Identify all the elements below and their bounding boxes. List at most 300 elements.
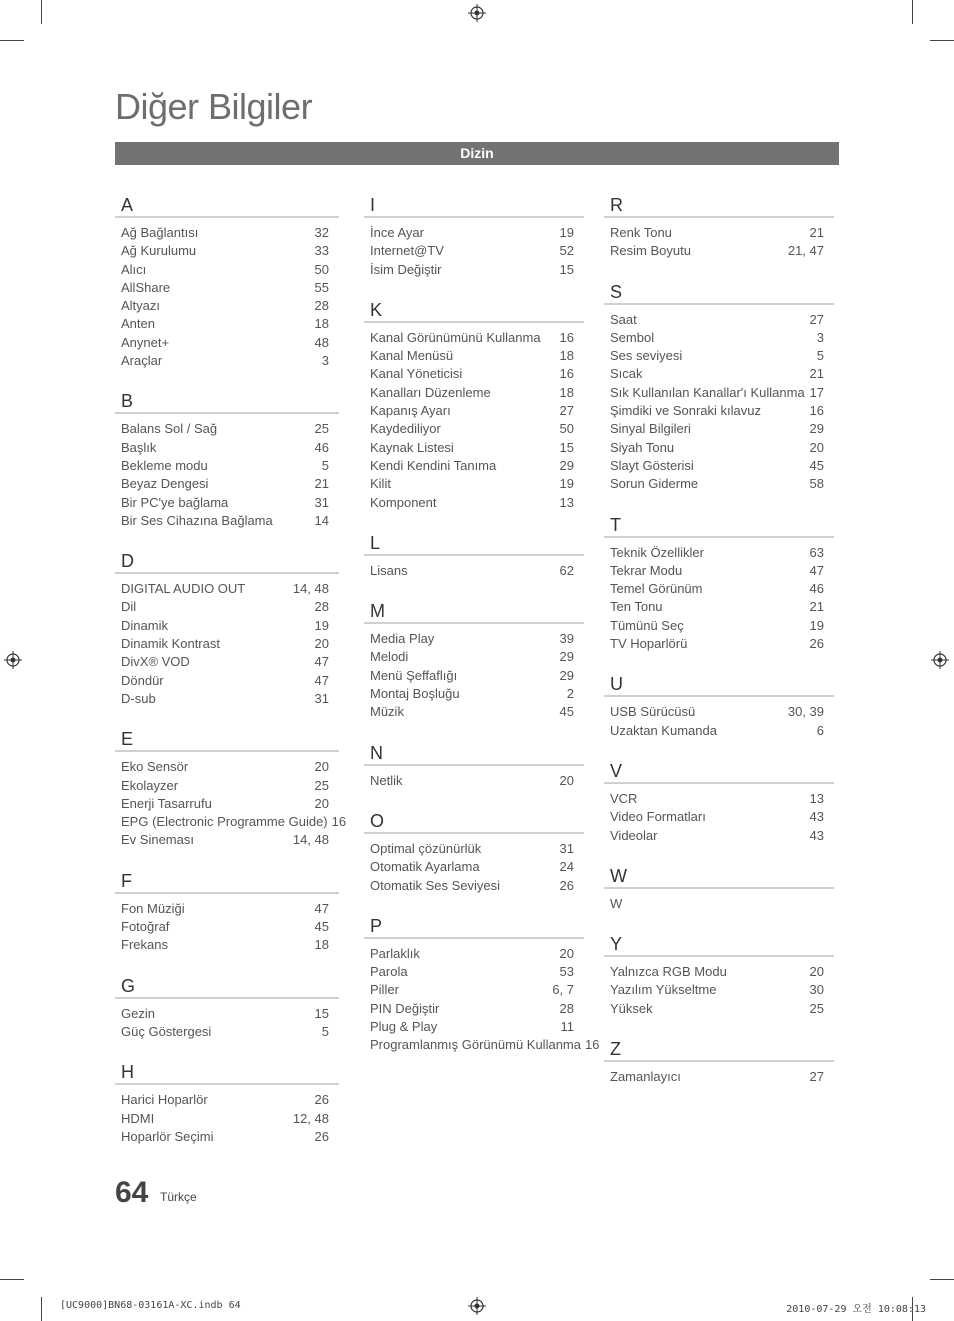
entry-term: Döndür: [121, 672, 164, 688]
index-entry: [604, 384, 834, 402]
index-entry: [115, 635, 339, 653]
entry-term: Kaynak Listesi: [370, 439, 454, 455]
entry-term: Kanalları Düzenleme: [370, 384, 491, 400]
entry-term: Güç Göstergesi: [121, 1023, 212, 1039]
index-entry: [115, 900, 339, 918]
index-entry: [364, 877, 584, 895]
index-entry: [364, 858, 584, 876]
index-letter: W: [604, 865, 834, 889]
index-entry: [604, 827, 834, 845]
entry-term: Sorun Giderme: [610, 476, 699, 492]
index-entry: [115, 936, 339, 954]
entry-term: Fon Müziği: [121, 900, 185, 916]
index-entry: [364, 772, 584, 790]
entry-term: Fotoğraf: [121, 919, 170, 935]
entry-page: 11: [560, 1019, 574, 1035]
entry-page: 48: [314, 334, 329, 350]
print-slug-right: 2010-07-29 오전 10:08:13: [786, 1304, 926, 1315]
index-entry: [115, 279, 339, 297]
index-section: [115, 550, 339, 708]
entry-page: 25: [314, 777, 329, 793]
entry-term: Bekleme modu: [121, 457, 208, 473]
entry-page: 5: [816, 348, 824, 364]
entry-page: 28: [314, 599, 329, 615]
index-entry: [115, 1005, 339, 1023]
index-entry: [364, 402, 584, 420]
entry-term: Teknik Özellikler: [610, 544, 704, 560]
index-entry: [115, 617, 339, 635]
index-letter: M: [364, 600, 584, 624]
entry-page: 45: [559, 704, 574, 720]
entry-page: 15: [559, 439, 574, 455]
section-gap: [364, 895, 584, 915]
entry-page: 50: [314, 261, 329, 277]
entry-page: 3: [321, 353, 329, 369]
index-entry: [364, 1036, 600, 1054]
crop-mark: [41, 1297, 42, 1321]
index-entry: [364, 562, 584, 580]
index-entry: [115, 261, 339, 279]
entry-term: Resim Boyutu: [610, 243, 691, 259]
index-entry: [604, 895, 834, 913]
entry-term: Video Formatları: [610, 809, 706, 825]
entry-page: 52: [559, 243, 574, 259]
entry-page: 46: [314, 439, 329, 455]
index-section: [364, 532, 584, 580]
section-gap: [364, 722, 584, 742]
index-column-2: [364, 194, 600, 1055]
crop-mark: [912, 0, 913, 24]
index-section: [604, 514, 834, 654]
entry-page: 30, 39: [787, 704, 824, 720]
entry-page: 39: [559, 631, 574, 647]
index-entry: [364, 840, 584, 858]
entry-term: Siyah Tonu: [610, 439, 675, 455]
index-entry: [604, 475, 834, 493]
entry-term: Parlaklık: [370, 945, 420, 961]
index-letter: K: [364, 299, 584, 323]
entry-page: 18: [559, 348, 574, 364]
entry-term: Enerji Tasarrufu: [121, 795, 212, 811]
entry-term: Otomatik Ses Seviyesi: [370, 877, 501, 893]
entry-term: Tekrar Modu: [610, 562, 683, 578]
entry-term: USB Sürücüsü: [610, 704, 696, 720]
index-entry: [364, 981, 584, 999]
entry-page: 2: [566, 686, 574, 702]
entry-page: 29: [809, 421, 824, 437]
entry-term: Şimdiki ve Sonraki kılavuz: [610, 403, 761, 419]
index-entry: [364, 630, 584, 648]
section-gap: [604, 653, 834, 673]
entry-page: 26: [314, 1128, 329, 1144]
entry-page: 18: [314, 937, 329, 953]
crop-mark: [930, 1279, 954, 1280]
entry-term: Montaj Boşluğu: [370, 686, 460, 702]
index-entry: [604, 635, 834, 653]
entry-term: Internet@TV: [370, 243, 444, 259]
entry-page: 26: [809, 636, 824, 652]
index-entry: [115, 1110, 339, 1128]
index-entry: [115, 297, 339, 315]
entry-page: 46: [809, 581, 824, 597]
entry-page: 21: [809, 366, 824, 382]
index-entry: [604, 722, 834, 740]
entry-page: 13: [559, 494, 574, 510]
entry-term: Hoparlör Seçimi: [121, 1128, 214, 1144]
entry-page: 19: [314, 617, 329, 633]
entry-term: Araçlar: [121, 353, 163, 369]
section-gap: [364, 279, 584, 299]
index-entry: [604, 544, 834, 562]
index-entry: [115, 918, 339, 936]
entry-term: Beyaz Dengesi: [121, 476, 209, 492]
index-entry: [115, 777, 339, 795]
index-entry: [364, 384, 584, 402]
index-entry: [604, 365, 834, 383]
entry-page: 33: [314, 243, 329, 259]
entry-term: Kanal Görünümünü Kullanma: [370, 329, 541, 345]
index-section: [115, 194, 339, 370]
index-letter: G: [115, 975, 339, 999]
index-letter: V: [604, 760, 834, 784]
index-entry: [115, 580, 339, 598]
entry-page: 47: [809, 562, 824, 578]
index-section: [115, 1061, 339, 1146]
index-column-3: [604, 194, 834, 1086]
index-letter: F: [115, 870, 339, 894]
section-gap: [115, 1041, 339, 1061]
index-section: [115, 975, 339, 1042]
index-entry: [364, 667, 584, 685]
index-entry: [115, 690, 339, 708]
index-section: [604, 281, 834, 494]
entry-term: Gezin: [121, 1005, 155, 1021]
crop-mark: [0, 1279, 24, 1280]
entry-term: Netlik: [370, 772, 403, 788]
page-number: 64: [115, 1176, 149, 1209]
entry-term: Kaydediliyor: [370, 421, 441, 437]
entry-page: 47: [314, 900, 329, 916]
index-section: [364, 600, 584, 721]
registration-mark-icon: [468, 4, 486, 22]
entry-page: 24: [559, 859, 574, 875]
entry-page: 47: [314, 654, 329, 670]
entry-page: 6, 7: [552, 982, 574, 998]
index-section: [364, 742, 584, 790]
entry-term: AllShare: [121, 279, 171, 295]
section-gap: [604, 845, 834, 865]
index-entry: [604, 242, 834, 260]
entry-page: 16: [559, 329, 574, 345]
entry-page: 16: [584, 1037, 600, 1053]
entry-page: 31: [559, 840, 574, 856]
index-letter: H: [115, 1061, 339, 1085]
index-entry: [115, 831, 339, 849]
entry-term: PIN Değiştir: [370, 1000, 440, 1016]
crop-mark: [0, 40, 24, 41]
index-entry: [604, 439, 834, 457]
entry-page: 27: [809, 1069, 824, 1085]
index-section: [604, 865, 834, 913]
entry-term: Zamanlayıcı: [610, 1069, 681, 1085]
index-entry: [364, 475, 584, 493]
index-entry: [364, 648, 584, 666]
entry-page: 20: [809, 439, 824, 455]
section-gap: [115, 955, 339, 975]
entry-term: Kendi Kendini Tanıma: [370, 457, 497, 473]
index-entry: [364, 494, 584, 512]
entry-term: Yalnızca RGB Modu: [610, 964, 727, 980]
index-entry: [364, 457, 584, 475]
entry-page: 21: [314, 476, 329, 492]
entry-page: 43: [809, 827, 824, 843]
entry-term: Yüksek: [610, 1000, 653, 1016]
index-entry: [115, 420, 339, 438]
index-entry: [364, 347, 584, 365]
index-letter: L: [364, 532, 584, 556]
entry-page: 31: [314, 494, 329, 510]
section-gap: [115, 530, 339, 550]
index-letter: R: [604, 194, 834, 218]
index-letter: B: [115, 390, 339, 414]
entry-term: EPG (Electronic Programme Guide): [121, 814, 328, 830]
index-letter: Y: [604, 933, 834, 957]
index-letter: E: [115, 728, 339, 752]
entry-term: Dinamik: [121, 617, 168, 633]
entry-term: Sembol: [610, 329, 655, 345]
entry-page: 29: [559, 457, 574, 473]
entry-term: Komponent: [370, 494, 437, 510]
entry-term: Kanal Yöneticisi: [370, 366, 463, 382]
index-entry: [364, 703, 584, 721]
entry-page: 21: [809, 599, 824, 615]
entry-page: 63: [809, 544, 824, 560]
entry-page: 25: [314, 421, 329, 437]
section-gap: [604, 740, 834, 760]
index-entry: [604, 808, 834, 826]
index-entry: [115, 598, 339, 616]
entry-term: Müzik: [370, 704, 404, 720]
entry-page: 29: [559, 649, 574, 665]
index-entry: [364, 439, 584, 457]
entry-page: 58: [809, 476, 824, 492]
section-gap: [115, 370, 339, 390]
index-entry: [604, 790, 834, 808]
index-letter: I: [364, 194, 584, 218]
entry-term: Eko Sensör: [121, 759, 189, 775]
entry-page: 16: [809, 403, 824, 419]
entry-page: 19: [559, 476, 574, 492]
entry-page: 28: [314, 298, 329, 314]
entry-page: 29: [559, 667, 574, 683]
entry-page: [820, 895, 824, 913]
section-gap: [364, 512, 584, 532]
entry-page: 5: [321, 457, 329, 473]
entry-term: Yazılım Yükseltme: [610, 982, 717, 998]
entry-term: Melodi: [370, 649, 409, 665]
entry-page: 43: [809, 809, 824, 825]
index-entry: [604, 703, 834, 721]
index-entry: [604, 224, 834, 242]
index-section: [115, 870, 339, 955]
index-letter: S: [604, 281, 834, 305]
index-entry: [364, 1018, 584, 1036]
entry-page: 20: [314, 636, 329, 652]
index-entry: [115, 653, 339, 671]
index-letter: Z: [604, 1038, 834, 1062]
entry-page: 20: [809, 964, 824, 980]
index-letter: P: [364, 915, 584, 939]
index-entry: [364, 224, 584, 242]
section-gap: [115, 708, 339, 728]
index-entry: [115, 758, 339, 776]
index-section: [604, 1038, 834, 1086]
entry-term: Anten: [121, 316, 155, 332]
entry-page: 14, 48: [292, 581, 329, 597]
entry-term: Başlık: [121, 439, 157, 455]
index-entry: [115, 352, 339, 370]
index-section: [115, 728, 347, 849]
index-entry: [115, 795, 339, 813]
entry-term: D-sub: [121, 690, 156, 706]
index-section: [364, 810, 584, 895]
entry-page: 20: [559, 945, 574, 961]
entry-term: Menü Şeffaflığı: [370, 667, 458, 683]
entry-page: 6: [816, 722, 824, 738]
entry-term: Bir PC'ye bağlama: [121, 494, 229, 510]
index-section: [604, 194, 834, 261]
index-letter: U: [604, 673, 834, 697]
entry-term: Otomatik Ayarlama: [370, 859, 480, 875]
entry-term: HDMI: [121, 1110, 155, 1126]
entry-page: 19: [809, 617, 824, 633]
entry-page: 16: [331, 814, 347, 830]
section-gap: [364, 580, 584, 600]
entry-term: Temel Görünüm: [610, 581, 703, 597]
entry-page: 55: [314, 279, 329, 295]
entry-term: Dil: [121, 599, 137, 615]
index-letter: N: [364, 742, 584, 766]
index-letter: O: [364, 810, 584, 834]
index-entry: [364, 329, 584, 347]
entry-page: 31: [314, 690, 329, 706]
index-entry: [115, 1128, 339, 1146]
index-entry: [115, 494, 339, 512]
index-entry: [364, 685, 584, 703]
entry-page: 5: [321, 1023, 329, 1039]
index-entry: [364, 261, 584, 279]
entry-term: Sıcak: [610, 366, 643, 382]
entry-page: 32: [314, 225, 329, 240]
index-entry: [364, 242, 584, 260]
entry-page: 30: [809, 982, 824, 998]
entry-page: 27: [559, 403, 574, 419]
entry-page: 18: [559, 384, 574, 400]
index-entry: [604, 457, 834, 475]
index-entry: [604, 402, 834, 420]
page-language: Türkçe: [160, 1190, 197, 1204]
section-gap: [604, 913, 834, 933]
crop-mark: [41, 0, 42, 24]
index-entry: [115, 1091, 339, 1109]
index-section: [115, 390, 339, 530]
entry-term: Uzaktan Kumanda: [610, 722, 717, 738]
entry-page: 19: [559, 225, 574, 240]
entry-page: 45: [314, 919, 329, 935]
entry-page: 25: [809, 1000, 824, 1016]
index-entry: [604, 981, 834, 999]
entry-page: 21, 47: [787, 243, 824, 259]
index-letter: D: [115, 550, 339, 574]
index-letter: T: [604, 514, 834, 538]
index-entry: [364, 963, 584, 981]
index-section: [604, 933, 834, 1018]
index-entry: [364, 420, 584, 438]
entry-page: 13: [809, 790, 824, 806]
index-section: [364, 915, 600, 1055]
index-entry: [604, 329, 834, 347]
index-column-1: [115, 194, 347, 1146]
entry-page: 28: [559, 1000, 574, 1016]
entry-page: 20: [314, 759, 329, 775]
entry-term: Optimal çözünürlük: [370, 840, 482, 856]
index-entry: [115, 475, 339, 493]
index-entry: [604, 1000, 834, 1018]
entry-term: Plug & Play: [370, 1019, 438, 1035]
entry-term: Ekolayzer: [121, 777, 179, 793]
entry-term: Ağ Kurulumu: [121, 243, 197, 259]
index-entry: [604, 1068, 834, 1086]
section-gap: [604, 1018, 834, 1038]
section-bar: Dizin: [115, 142, 839, 165]
entry-page: 50: [559, 421, 574, 437]
entry-term: Parola: [370, 964, 408, 980]
entry-page: 45: [809, 457, 824, 473]
entry-term: Frekans: [121, 937, 168, 953]
entry-term: Sinyal Bilgileri: [610, 421, 691, 437]
entry-page: 16: [559, 366, 574, 382]
entry-page: 20: [559, 772, 574, 788]
index-entry: [115, 1023, 339, 1041]
entry-term: Kapanış Ayarı: [370, 403, 451, 419]
entry-page: 26: [559, 877, 574, 893]
entry-page: 62: [559, 562, 574, 578]
entry-term: Harici Hoparlör: [121, 1092, 208, 1108]
entry-term: Programlanmış Görünümü Kullanma: [370, 1037, 581, 1053]
entry-term: Piller: [370, 982, 399, 998]
index-entry: [604, 420, 834, 438]
index-entry: [604, 562, 834, 580]
entry-term: Tümünü Seç: [610, 617, 684, 633]
entry-term: W: [610, 895, 623, 911]
entry-term: Ev Sineması: [121, 832, 194, 848]
entry-term: DivX® VOD: [121, 654, 190, 670]
entry-page: 14, 48: [292, 832, 329, 848]
entry-term: Media Play: [370, 631, 435, 647]
registration-mark-icon: [931, 651, 949, 669]
entry-term: DIGITAL AUDIO OUT: [121, 581, 246, 597]
entry-term: TV Hoparlörü: [610, 636, 688, 652]
index-entry: [115, 242, 339, 260]
entry-page: 21: [809, 225, 824, 240]
index-entry: [364, 365, 584, 383]
index-section: [604, 760, 834, 845]
index-entry: [115, 457, 339, 475]
entry-term: Renk Tonu: [610, 225, 672, 240]
entry-page: 3: [816, 329, 824, 345]
index-entry: [604, 617, 834, 635]
entry-term: Alıcı: [121, 261, 147, 277]
